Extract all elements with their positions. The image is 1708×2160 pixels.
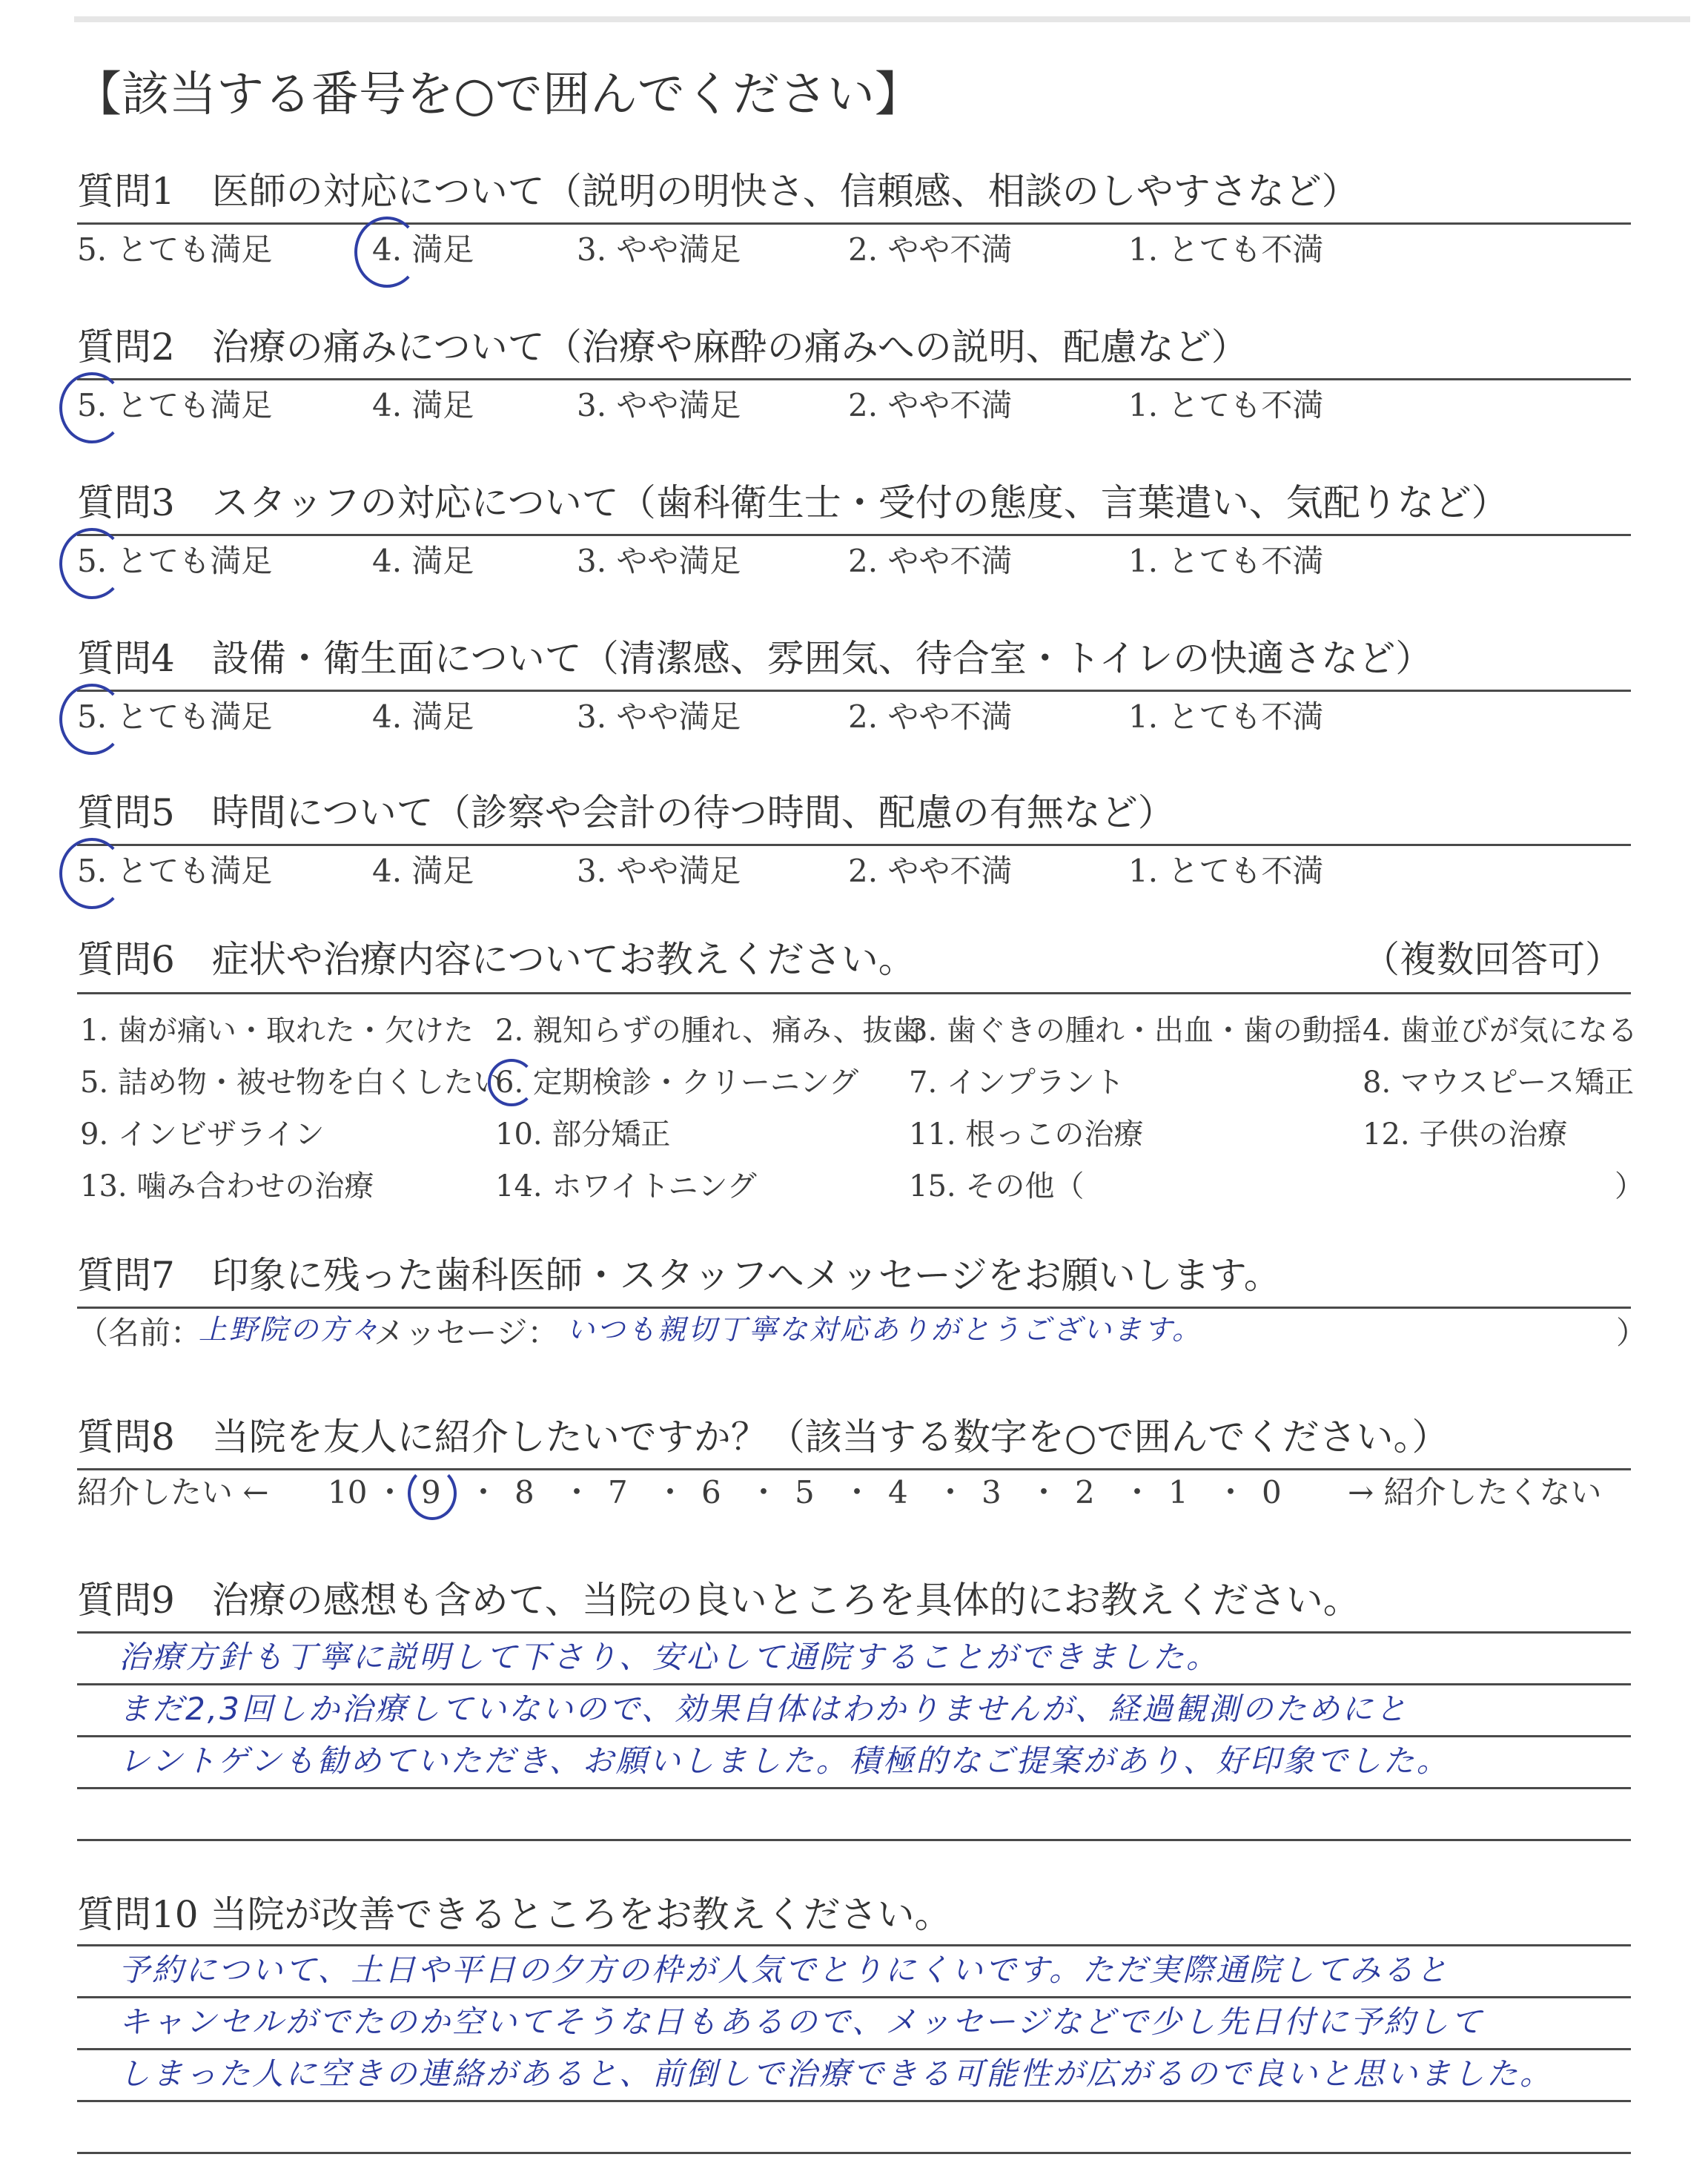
q1-option-very-dissatisfied[interactable]: 1. とても不満	[1128, 231, 1324, 268]
q8-separator: ・	[1122, 1474, 1153, 1510]
q3-option-very-satisfied[interactable]: 5. とても満足	[77, 543, 273, 579]
q8-separator: ・	[468, 1474, 500, 1510]
q5-selection-circle	[59, 838, 125, 909]
q6-item-10[interactable]: 10. 部分矯正	[495, 1117, 671, 1152]
q1-selection-circle	[354, 217, 420, 288]
q8-score-8[interactable]: 8	[514, 1474, 534, 1510]
q1-rule	[77, 222, 1631, 225]
q10-rule	[77, 2100, 1631, 2102]
q8-separator: ・	[655, 1474, 686, 1510]
q2-heading: 質問2 治療の痛みについて（治療や麻酔の痛みへの説明、配慮など）	[77, 326, 1248, 369]
q2-option-somewhat-satisfied[interactable]: 3. やや満足	[577, 387, 741, 423]
q9-rule	[77, 1735, 1631, 1737]
q6-item-9[interactable]: 9. インビザライン	[80, 1117, 325, 1152]
q9-answer-line: まだ2,3回しか治療していないので、効果自体はわかりませんが、経過観測のためにと	[119, 1691, 1409, 1727]
q3-option-somewhat-dissatisfied[interactable]: 2. やや不満	[848, 543, 1013, 579]
q2-option-somewhat-dissatisfied[interactable]: 2. やや不満	[848, 387, 1013, 423]
q8-separator: ・	[561, 1474, 593, 1510]
q8-score-7[interactable]: 7	[608, 1474, 628, 1510]
q8-rule	[77, 1468, 1631, 1470]
q6-item-3[interactable]: 3. 歯ぐきの腫れ・出血・歯の動揺	[909, 1014, 1362, 1048]
q4-option-somewhat-satisfied[interactable]: 3. やや満足	[577, 698, 741, 735]
q9-rule	[77, 1683, 1631, 1685]
q7-name-value: 上野院の方々	[199, 1313, 382, 1346]
q6-item-8[interactable]: 8. マウスピース矯正	[1363, 1066, 1635, 1100]
q5-option-somewhat-satisfied[interactable]: 3. やや満足	[577, 853, 741, 889]
q9-rule	[77, 1839, 1631, 1841]
q8-score-5[interactable]: 5	[795, 1474, 815, 1510]
q8-score-3[interactable]: 3	[982, 1474, 1002, 1510]
q6-other-close-paren: ）	[1615, 1169, 1644, 1203]
q9-rule	[77, 1787, 1631, 1789]
q4-option-very-satisfied[interactable]: 5. とても満足	[77, 698, 273, 735]
q1-option-somewhat-satisfied[interactable]: 3. やや満足	[577, 231, 741, 268]
q8-heading: 質問8 当院を友人に紹介したいですか？（該当する数字を○で囲んでください。）	[77, 1416, 1449, 1459]
q8-score-1[interactable]: 1	[1168, 1474, 1188, 1510]
q9-heading: 質問9 治療の感想も含めて、当院の良いところを具体的にお教えください。	[77, 1579, 1360, 1622]
q3-option-satisfied[interactable]: 4. 満足	[372, 543, 474, 579]
q9-answer-line: レントゲンも勧めていただき、お願いしました。積極的なご提案があり、好印象でした。	[119, 1743, 1450, 1779]
q8-score-2[interactable]: 2	[1075, 1474, 1095, 1510]
q5-option-very-dissatisfied[interactable]: 1. とても不満	[1128, 853, 1324, 889]
q8-separator: ・	[1215, 1474, 1247, 1510]
q8-separator: ・	[935, 1474, 967, 1510]
q6-item-11[interactable]: 11. 根っこの治療	[909, 1117, 1144, 1152]
q6-item-4[interactable]: 4. 歯並びが気になる	[1363, 1014, 1638, 1048]
q3-option-somewhat-satisfied[interactable]: 3. やや満足	[577, 543, 741, 579]
q5-heading: 質問5 時間について（診察や会計の待つ時間、配慮の有無など）	[77, 791, 1175, 834]
q8-right-label: → 紹介したくない	[1348, 1474, 1602, 1510]
q1-option-satisfied[interactable]: 4. 満足	[372, 231, 474, 268]
q4-selection-circle	[59, 684, 125, 755]
q6-item-5[interactable]: 5. 詰め物・被せ物を白くしたい	[80, 1066, 503, 1100]
q4-rule	[77, 690, 1631, 692]
q7-heading: 質問7 印象に残った歯科医師・スタッフへメッセージをお願いします。	[77, 1254, 1281, 1297]
q8-separator: ・	[1028, 1474, 1060, 1510]
q7-message-label: メッセージ：	[374, 1315, 559, 1351]
q5-option-satisfied[interactable]: 4. 満足	[372, 853, 474, 889]
q10-rule	[77, 1996, 1631, 1998]
q10-answer-line: しまった人に空きの連絡があると、前倒しで治療できる可能性が広がるので良いと思いました。	[119, 2055, 1554, 2092]
q2-selection-circle	[59, 372, 125, 443]
q8-selection-circle	[408, 1467, 457, 1520]
q4-option-somewhat-dissatisfied[interactable]: 2. やや不満	[848, 698, 1013, 735]
q8-score-9[interactable]: 9	[421, 1474, 441, 1510]
q1-option-somewhat-dissatisfied[interactable]: 2. やや不満	[848, 231, 1013, 268]
q5-rule	[77, 844, 1631, 846]
q6-item-15[interactable]: 15. その他（	[909, 1169, 1085, 1203]
q10-rule	[77, 2152, 1631, 2154]
q1-option-very-satisfied[interactable]: 5. とても満足	[77, 231, 273, 268]
q6-item-14[interactable]: 14. ホワイトニング	[495, 1169, 757, 1203]
q2-option-very-satisfied[interactable]: 5. とても満足	[77, 387, 273, 423]
q4-heading: 質問4 設備・衛生面について（清潔感、雰囲気、待合室・トイレの快適さなど）	[77, 637, 1433, 680]
page-title: 【該当する番号を○で囲んでください】	[74, 67, 922, 122]
q3-option-very-dissatisfied[interactable]: 1. とても不満	[1128, 543, 1324, 579]
q6-heading: 質問6 症状や治療内容についてお教えください。	[77, 938, 916, 981]
q8-score-0[interactable]: 0	[1262, 1474, 1282, 1510]
q6-item-2[interactable]: 2. 親知らずの腫れ、痛み、抜歯	[495, 1014, 922, 1048]
q6-item-6[interactable]: 6. 定期検診・クリーニング	[495, 1066, 859, 1100]
q10-heading: 質問10 当院が改善できるところをお教えください。	[77, 1893, 952, 1936]
q10-answer-line: 予約について、土日や平日の夕方の枠が人気でとりにくいです。ただ実際通院してみると	[119, 1952, 1449, 1988]
q2-option-very-dissatisfied[interactable]: 1. とても不満	[1128, 387, 1324, 423]
q9-rule	[77, 1631, 1631, 1634]
q3-selection-circle	[59, 528, 125, 599]
q8-score-4[interactable]: 4	[888, 1474, 908, 1510]
q6-note: （複数回答可）	[1363, 938, 1622, 981]
q10-answer-line: キャンセルがでたのか空いてそうな日もあるので、メッセージなどで少し先日付に予約して	[119, 2004, 1484, 2040]
q2-rule	[77, 378, 1631, 380]
q10-rule	[77, 2048, 1631, 2050]
top-border	[74, 16, 1690, 22]
q8-score-10[interactable]: 10	[328, 1474, 368, 1510]
q7-message-value: いつも親切丁寧な対応ありがとうございます。	[566, 1313, 1202, 1346]
q7-rule	[77, 1307, 1631, 1309]
q6-item-7[interactable]: 7. インプラント	[909, 1066, 1125, 1100]
q8-separator: ・	[374, 1474, 406, 1510]
q4-option-satisfied[interactable]: 4. 満足	[372, 698, 474, 735]
q7-close-paren: ）	[1616, 1315, 1648, 1351]
q6-rule	[77, 992, 1631, 994]
q10-rule	[77, 1944, 1631, 1946]
q9-answer-line: 治療方針も丁寧に説明して下さり、安心して通院することができました。	[119, 1639, 1220, 1675]
q3-rule	[77, 534, 1631, 536]
q4-option-very-dissatisfied[interactable]: 1. とても不満	[1128, 698, 1324, 735]
q8-separator: ・	[841, 1474, 873, 1510]
q6-selection-circle	[488, 1059, 535, 1106]
q3-heading: 質問3 スタッフの対応について（歯科衛生士・受付の態度、言葉遣い、気配りなど）	[77, 481, 1509, 524]
q5-option-very-satisfied[interactable]: 5. とても満足	[77, 853, 273, 889]
q7-name-label: （名前：	[77, 1315, 202, 1351]
q8-left-label: 紹介したい ←	[77, 1474, 269, 1510]
q5-option-somewhat-dissatisfied[interactable]: 2. やや不満	[848, 853, 1013, 889]
q8-score-6[interactable]: 6	[701, 1474, 721, 1510]
q6-item-12[interactable]: 12. 子供の治療	[1363, 1117, 1568, 1152]
q6-item-13[interactable]: 13. 噛み合わせの治療	[80, 1169, 374, 1203]
q8-separator: ・	[748, 1474, 780, 1510]
q6-item-1[interactable]: 1. 歯が痛い・取れた・欠けた	[80, 1014, 474, 1048]
q1-heading: 質問1 医師の対応について（説明の明快さ、信頼感、相談のしやすさなど）	[77, 170, 1359, 213]
q2-option-satisfied[interactable]: 4. 満足	[372, 387, 474, 423]
